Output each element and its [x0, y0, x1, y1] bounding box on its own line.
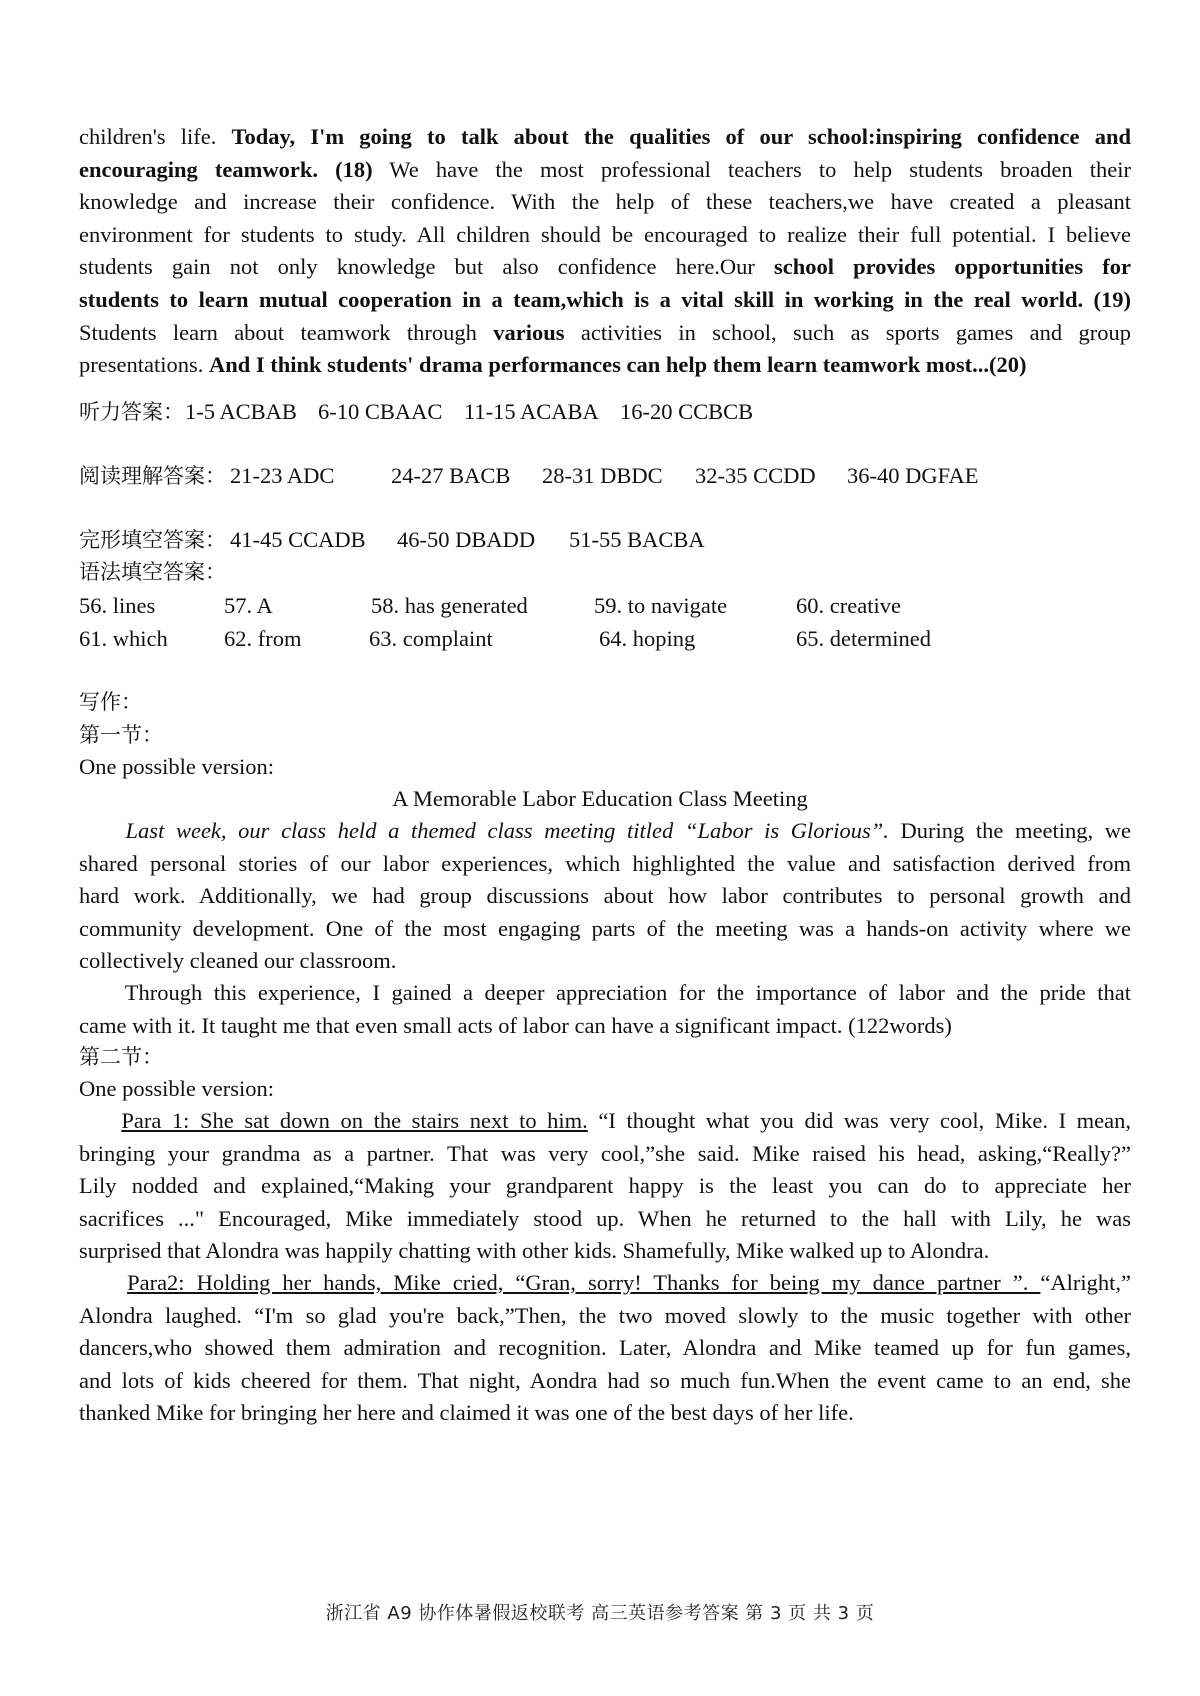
text-run: and lots of kids cheered for them. That night, Aondra had so much fun.When the event came to an end, she [79, 1367, 1131, 1393]
text-run: dancers,who showed them admiration and recognition. Later, Alondra and Mike teamed up for fun games, [79, 1335, 1131, 1361]
underlined-run: Para2: Holding her hands, Mike cried, “Gran, sorry! Thanks for being my dance partner ”. [127, 1270, 1041, 1295]
text-line [79, 848, 1131, 881]
essay-paragraph-2 [79, 977, 1131, 1042]
text-run [79, 1108, 121, 1133]
text-line [79, 1397, 1131, 1430]
answer-item: 58. has generated [371, 593, 528, 618]
listening-answers [79, 396, 1131, 429]
underlined-run: Para 1: She sat down on the stairs next to him. [121, 1108, 588, 1133]
text-run [79, 818, 126, 843]
text-run: Lily nodded and explained,“Making your grandparent happy is the least you can do to appreciate her [79, 1173, 1131, 1199]
text-run: shared personal stories of our labor experiences, which highlighted the value and satisfaction derived from [79, 850, 1131, 876]
page-footer: 浙江省 A9 协作体暑假返校联考 高三英语参考答案 第 3 页 共 3 页 [325, 1603, 875, 1624]
text-line [79, 1138, 1131, 1171]
text-line [79, 251, 1131, 284]
text-run: sacrifices ..." Encouraged, Mike immediately stood up. When he returned to the hall with Lily, he was [79, 1205, 1131, 1231]
text-line [79, 1267, 1131, 1300]
answer-item: 56. lines [79, 593, 156, 618]
answer-item: 11-15 ACABA [464, 399, 599, 424]
continuation-paragraph-2 [79, 1267, 1131, 1430]
text-line [79, 977, 1131, 1010]
answer-item: 28-31 DBDC [542, 463, 663, 488]
text-line [79, 1105, 1131, 1138]
answer-item: 36-40 DGFAE [847, 463, 979, 488]
text-line [79, 349, 1131, 382]
bold-run: encouraging teamwork. (18) [79, 156, 373, 182]
continuation-paragraph-1 [79, 1105, 1131, 1268]
text-run: hard work. Additionally, we had group discussions about how labor contributes to personal growth and [79, 883, 1131, 909]
bold-run: various [493, 319, 565, 345]
text-run: environment for students to study. All children should be encouraged to realize their full potential. I believe [79, 221, 1131, 247]
answer-item: 1-5 ACBAB [185, 399, 297, 424]
text-run: Through this experience, I gained a deeper appreciation for the importance of labor and the pride that [79, 980, 1131, 1005]
bold-run: school provides opportunities for [774, 254, 1131, 280]
listening-transcript [79, 121, 1131, 382]
text-line [79, 945, 1131, 978]
text-line [79, 1300, 1131, 1333]
text-run: collectively cleaned our classroom. [79, 948, 397, 974]
answer-item: 51-55 BACBA [569, 527, 705, 552]
reading-answers [79, 460, 1131, 493]
answer-item: 60. creative [796, 593, 901, 618]
text-line [79, 1203, 1131, 1236]
text-run: activities in school, such as sports games and group [564, 319, 1131, 345]
text-run: children's life. [79, 124, 232, 149]
text-run: Alondra laughed. “I'm so glad you're back,”Then, the two moved slowly to the music together with other [79, 1302, 1131, 1328]
answer-item: 64. hoping [599, 626, 696, 651]
text-run: Students learn about teamwork through [79, 319, 494, 345]
answer-item: 6-10 CBAAC [318, 399, 443, 424]
answer-item: 62. from [224, 626, 302, 651]
section1-label: 第一节： [79, 723, 163, 747]
text-line [79, 1235, 1131, 1268]
text-line [79, 913, 1131, 946]
text-line [79, 1010, 1131, 1043]
text-run: “I thought what you did was very cool, Mike. I mean, [587, 1108, 1131, 1133]
bold-run: students to learn mutual cooperation in a team,which is a vital skill in working in the real world. (19) [79, 286, 1131, 312]
text-run: knowledge and increase their confidence. With the help of these teachers,we have created a pleasant [79, 189, 1131, 215]
bold-run: Today, I'm going to talk about the qualities of our school:inspiring confidence and [231, 124, 1131, 149]
answer-item: 59. to navigate [594, 593, 728, 618]
answer-item: 63. complaint [369, 626, 493, 651]
essay-title: A Memorable Labor Education Class Meeting [392, 786, 808, 811]
italic-run: Last week, our class held a themed class meeting titled “Labor is Glorious”. [125, 818, 889, 843]
cloze-answers [79, 524, 1131, 557]
answer-item: 61. which [79, 626, 168, 651]
answer-item: 46-50 DBADD [397, 527, 536, 552]
text-run: During the meeting, we [888, 818, 1131, 843]
text-line [79, 317, 1131, 350]
text-line [79, 880, 1131, 913]
text-run: thanked Mike for bringing her here and claimed it was one of the best days of her life. [79, 1400, 854, 1426]
text-run: came with it. It taught me that even small acts of labor can have a significant impact. (122words) [79, 1012, 952, 1038]
text-line [79, 121, 1131, 154]
reading-answers-label: 阅读理解答案： [79, 464, 226, 488]
cloze-answers-label: 完形填空答案： [79, 528, 226, 552]
text-line [79, 284, 1131, 317]
text-line [79, 1170, 1131, 1203]
text-line [79, 815, 1131, 848]
text-run: students gain not only knowledge but also confidence here.Our [79, 254, 775, 280]
text-line [79, 219, 1131, 252]
writing-heading: 写作： [79, 690, 142, 714]
answer-item: 16-20 CCBCB [620, 399, 754, 424]
answer-item: 24-27 BACB [391, 463, 511, 488]
section2-intro: One possible version: [79, 1076, 274, 1101]
text-run: community development. One of the most engaging parts of the meeting was a hands-on activity where we [79, 915, 1131, 941]
grammar-answers-label: 语法填空答案： [79, 560, 226, 584]
answer-item: 41-45 CCADB [230, 527, 366, 552]
text-line [79, 154, 1131, 187]
text-line [79, 186, 1131, 219]
text-line [79, 1332, 1131, 1365]
text-run: We have the most professional teachers to help students broaden their [372, 156, 1131, 182]
listening-answers-label: 听力答案： [79, 400, 184, 424]
section2-label: 第二节： [79, 1045, 163, 1069]
answer-item: 21-23 ADC [230, 463, 335, 488]
text-run: “Alright,” [1040, 1270, 1131, 1295]
answer-item: 65. determined [796, 626, 931, 651]
grammar-answers-row [79, 590, 1131, 623]
section1-intro: One possible version: [79, 754, 274, 779]
text-run: surprised that Alondra was happily chatting with other kids. Shamefully, Mike walked up to Alondra. [79, 1238, 990, 1264]
answer-item: 57. A [224, 593, 273, 618]
text-run [79, 1270, 127, 1295]
essay-paragraph-1 [79, 815, 1131, 978]
answer-item: 32-35 CCDD [695, 463, 816, 488]
grammar-answers-row [79, 623, 1131, 656]
text-run: bringing your grandma as a partner. That was very cool,”she said. Mike raised his head, asking,“Really?” [79, 1140, 1131, 1166]
text-run: presentations. [79, 352, 209, 378]
bold-run: And I think students' drama performances can help them learn teamwork most...(20) [208, 352, 1027, 378]
text-line [79, 1365, 1131, 1398]
